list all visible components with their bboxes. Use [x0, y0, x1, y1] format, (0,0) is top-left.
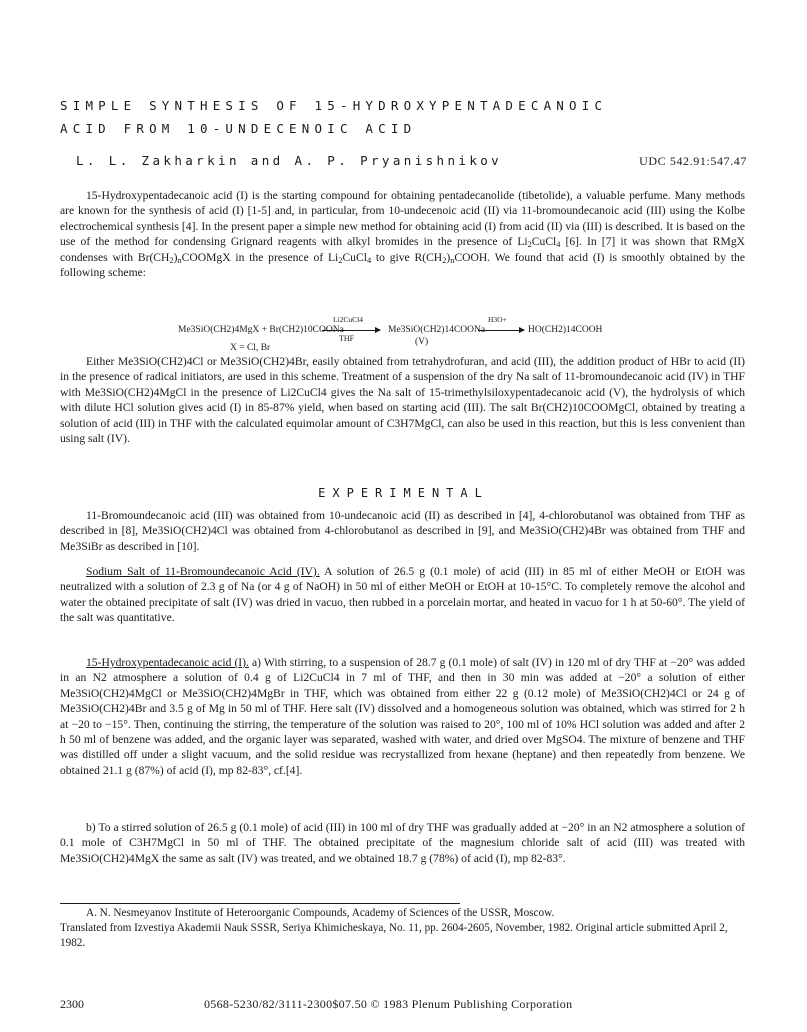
page-number: 2300 — [60, 997, 84, 1011]
scheme-arrow-2 — [478, 330, 524, 331]
scheme-x-note: X = Cl, Br — [230, 343, 271, 353]
copyright-line: 0568-5230/82/3111-2300$07.50 © 1983 Plenum Publishing Corporation — [204, 997, 573, 1011]
hydroxy-acid-heading: 15-Hydroxypentadecanoic acid (I). — [86, 656, 249, 669]
footnote-affiliation: A. N. Nesmeyanov Institute of Heteroorganic Compounds, Academy of Sciences of the USSR, Moscow. — [86, 907, 555, 919]
scheme-arrow-1 — [322, 330, 380, 331]
experimental-heading: EXPERIMENTAL — [318, 486, 489, 500]
scheme-catalyst: Li2CuCl4 — [333, 315, 364, 324]
udc-code: UDC 542.91:547.47 — [639, 154, 747, 168]
scheme-label-v: (V) — [415, 337, 429, 347]
experimental-paragraph-1: 11-Bromoundecanoic acid (III) was obtained from 10-undecanoic acid (II) as described in [4], 4-chlorobutanol was obtained from THF as described in [8], Me3SiO(CH2)4Cl was obtained from 4-chlorobutanol as described in [9], and Me3SiO(CH2)4Br was obtained from THF and Me3SiBr as described in [10]. — [60, 509, 745, 553]
scheme-solvent: THF — [339, 334, 355, 343]
experimental-paragraph-4: b) To a stirred solution of 26.5 g (0.1 mole) of acid (III) in 100 ml of dry THF was gradually added at −20° in an N2 atmosphere a solution of 0.1 mole of C3H7MgCl in 50 ml of THF. The obtained precipitate of the magnesium chloride salt of acid (III) was treated with Me3SiO(CH2)4MgX the same as salt (IV) was treated, and we obtained 18.7 g (78%) of acid (I), mp 82-83°. — [60, 821, 745, 865]
scheme-final-product: HO(CH2)14COOH — [528, 325, 603, 335]
authors: L. L. Zakharkin and A. P. Pryanishnikov — [76, 153, 503, 168]
sodium-salt-heading: Sodium Salt of 11-Bromoundecanoic Acid (IV). — [86, 565, 320, 578]
footnote-rule — [60, 903, 460, 904]
discussion-paragraph: Either Me3SiO(CH2)4Cl or Me3SiO(CH2)4Br, easily obtained from tetrahydrofuran, and acid (III), the addition product of HBr to acid (II) in the presence of radical initiators, are used in this scheme. Treatment of a suspension of the dry Na salt of 11-bromoundecanoic acid (IV) in THF with Me3SiO(CH2)4MgCl in the presence of Li2CuCl4 gives the Na salt of 15-trimethylsiloxypentadecanoic acid (V), the hydrolysis of which with dilute HCl solution gives acid (I) in 85-87% yield, when based on starting acid (III). The salt Br(CH2)10COOMgCl, obtained by treating a solution of acid (III) in THF with the calculated equimolar amount of C3H7MgCl, can also be used in this reaction, but this is less convenient than using salt (IV). — [60, 355, 745, 446]
scheme-product-v: Me3SiO(CH2)14COONa — [388, 325, 486, 335]
scheme-hydrolysis-reagent: H3O+ — [488, 315, 507, 324]
experimental-paragraph-3: 15-Hydroxypentadecanoic acid (I). a) With stirring, to a suspension of 28.7 g (0.1 mole) of salt (IV) in 120 ml of dry THF at −20° was added in an N2 atmosphere a solution of 0.4 g of Li2CuCl4 in 7 ml of THF, and then in 30 min was added at −20° a solution of either Me3SiO(CH2)4MgCl or Me3SiO(CH2)4MgBr in THF, which was obtained from either 22 g (0.12 mole) of Me3SiO(CH2)4Cl or 24 g of Me3SiO(CH2)4Br and 3.5 g of Mg in 50 ml of THF. Here salt (IV) dissolved and a homogeneous solution was obtained, which was stirred for 2 h at −20 to −15°. Then, continuing the stirring, the temperature of the solution was raised to 20°, 100 ml of 10% HCl solution was added and after 2 h 50 ml of benzene was added, and the organic layer was separated, washed with water, and dried over MgSO4. The mixture of benzene and THF was distilled off under a slight vacuum, and the solid residue was recrystallized from hexane (heptane) and then repeatedly from benzene. We obtained 21.1 g (87%) of acid (I), mp 82-83°, cf.[4]. — [60, 656, 746, 777]
scheme-reactants: Me3SiO(CH2)4MgX + Br(CH2)10COONa — [178, 325, 344, 335]
intro-paragraph: 15-Hydroxypentadecanoic acid (I) is the starting compound for obtaining pentadecanolide (tibetolide), a valuable perfume. Many methods are known for the synthesis of acid (I) [1-5] and, in particular, from 10-undecenoic acid (II) via 11-bromoundecanoic acid (III) using the Kolbe electrochemical synthesis [4]. In the present paper a simple new method for obtaining acid (I) from acid (II) via (III) is described. It is based on the use of the method for condensing Grignard reagents with alkyl bromides in the presence of $Li_2CuCl_4$ [6]. In [7] it was shown that RMgX condenses with $Br(CH_2)_nCOOMgX$ in the presence of $Li_2CuCl_4$ to give $R(CH_2)_nCOOH$. We found that acid (I) is smoothly obtained by the following scheme: — [60, 189, 745, 280]
article-title-line-2: ACID FROM 10-UNDECENOIC ACID — [60, 121, 417, 136]
article-title-line-1: SIMPLE SYNTHESIS OF 15-HYDROXYPENTADECANOIC — [60, 98, 608, 113]
footnote — [60, 906, 750, 952]
footnote-translation-note: Translated from Izvestiya Akademii Nauk SSSR, Seriya Khimicheskaya, No. 11, pp. 2604-2605, November, 1982. Original article submitted April 2, 1982. — [60, 922, 728, 950]
experimental-paragraph-2: Sodium Salt of 11-Bromoundecanoic Acid (IV). A solution of 26.5 g (0.1 mole) of acid (III) in 85 ml of either MeOH or EtOH was neutralized with a solution of 2.3 g of Na (or 4 g of NaOH) in 50 ml of either MeOH or EtOH at 10-15°C. To completely remove the alcohol and water the obtained precipitate of salt (IV) was dried in vacuo, then rubbed in a porcelain mortar, and heated in vacuo for 1 h at 50-60°. The yield of the salt was quantitative. — [60, 565, 745, 625]
